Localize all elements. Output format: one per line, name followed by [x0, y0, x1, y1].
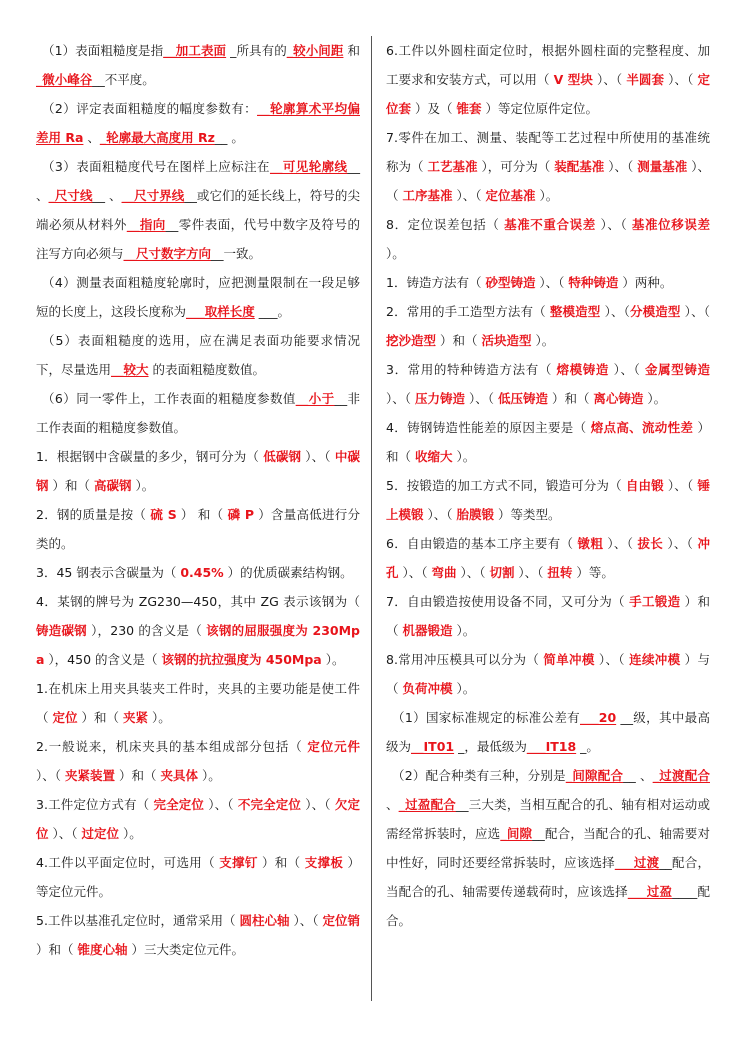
question-text: ）等。 — [572, 565, 614, 580]
question-text: ）、（ — [604, 159, 638, 174]
question-text: 3．常用的特种铸造方法有（ — [386, 362, 557, 377]
question-text: ）和（ — [115, 768, 161, 783]
left-paragraph-12 — [36, 790, 360, 848]
question-text: ____配合。 — [386, 884, 710, 928]
question-text: 1．铸造方法有（ — [386, 275, 486, 290]
answer-text: ___过渡 — [614, 855, 660, 870]
question-text: ）、（ — [514, 565, 548, 580]
question-text: ）。 — [118, 826, 142, 841]
question-text: 8.常用冲压模具可以分为（ — [386, 652, 544, 667]
left-paragraph-2 — [36, 152, 360, 268]
question-text: ）等类型。 — [493, 507, 561, 522]
left-paragraph-9 — [36, 587, 360, 674]
question-text: 8．定位误差包括（ — [386, 217, 505, 232]
answer-text: 切割 — [489, 565, 515, 580]
question-text: ）、（ — [609, 362, 646, 377]
answer-text: 扭转 — [547, 565, 573, 580]
question-text: 1.在机床上用夹具装夹工件时，夹具的主要功能是使工件（ — [36, 681, 360, 725]
answer-text: __小于 — [295, 391, 335, 406]
answer-text: 机器锻造 — [402, 623, 453, 638]
question-text: __级，其中最高级为 — [386, 710, 710, 754]
right-paragraph-1 — [386, 123, 710, 210]
answer-text: _过盈配合 — [398, 797, 457, 812]
answer-text: V 型块 — [553, 72, 593, 87]
question-text: ） 和（ — [176, 507, 228, 522]
left-paragraph-3 — [36, 268, 360, 326]
answer-text: 磷 P — [227, 507, 255, 522]
question-text: ）和（ — [436, 333, 482, 348]
answer-text: 金属型铸造 — [645, 362, 710, 377]
question-text: __ 。 — [214, 130, 244, 145]
left-paragraph-4 — [36, 326, 360, 384]
answer-text: 铸造碳钢 — [36, 623, 87, 638]
left-paragraph-5 — [36, 384, 360, 442]
answer-text: 该钢的抗拉强度为 450Mpa — [161, 652, 322, 667]
answer-text: 定位元件 — [307, 739, 360, 754]
question-text: 3.工件定位方式有（ — [36, 797, 154, 812]
question-text: ）与（ — [386, 652, 710, 696]
right-paragraph-8 — [386, 529, 710, 587]
question-text: ）、（ — [592, 72, 627, 87]
answer-text: ___取样长度 — [186, 304, 255, 319]
question-text: （1）表面粗糙度是指 — [42, 43, 164, 58]
answer-text: 高碳钢 — [93, 478, 132, 493]
question-text: ）。 — [452, 681, 476, 696]
question-text: __ 、 — [623, 768, 653, 783]
right-paragraph-5 — [386, 355, 710, 413]
question-text: ）的优质碳素结构钢。 — [223, 565, 353, 580]
question-text: ___。 — [254, 304, 291, 319]
question-text: ）、（ — [456, 565, 490, 580]
answer-text: _微小峰谷 — [36, 72, 93, 87]
answer-text: 不完全定位 — [237, 797, 302, 812]
answer-text: 0.45% — [180, 565, 224, 580]
question-text: ）、（ — [386, 159, 710, 203]
answer-text: 定位基准 — [485, 188, 536, 203]
question-text: （2）配合种类有三种，分别是 — [392, 768, 566, 783]
answer-text: 收缩大 — [414, 449, 453, 464]
answer-text: 镦粗 — [577, 536, 604, 551]
answer-text: ___过盈 — [627, 884, 673, 899]
question-text: 2．钢的质量是按（ — [36, 507, 151, 522]
question-text: ）、（ — [452, 188, 486, 203]
answer-text: _过渡配合 — [652, 768, 710, 783]
answer-text: _尺寸线 — [48, 188, 93, 203]
question-text: ）、（ — [664, 72, 698, 87]
answer-text: 夹具体 — [160, 768, 198, 783]
answer-text: 硫 S — [150, 507, 177, 522]
question-text: ）、（ — [289, 913, 323, 928]
left-paragraph-11 — [36, 732, 360, 790]
answer-text: 连续冲模 — [629, 652, 681, 667]
answer-text: __尺寸数字方向 — [123, 246, 212, 261]
left-column — [36, 36, 360, 964]
answer-text: 圆柱心轴 — [239, 913, 290, 928]
question-text: 、 — [386, 797, 399, 812]
question-text: __非工作表面的粗糙度参数值。 — [36, 391, 360, 435]
question-text: __ 、 — [92, 188, 122, 203]
left-paragraph-13 — [36, 848, 360, 906]
answer-text: 特种铸造 — [568, 275, 619, 290]
answer-text: 定位 — [52, 710, 78, 725]
question-text: __配合，当配合的孔、轴需要传递载荷时，应该选择 — [386, 855, 710, 899]
answer-text: 熔点高、流动性差 — [590, 420, 694, 435]
question-text: ）和（ — [77, 710, 123, 725]
answer-text: 冲孔 — [386, 536, 710, 580]
question-text: ）、（ — [594, 652, 630, 667]
question-text: 5．按锻造的加工方式不同，锻造可分为（ — [386, 478, 626, 493]
answer-text: 该钢的屈服强度为 230Mpa — [36, 623, 360, 667]
answer-text: 整模造型 — [549, 304, 601, 319]
question-text: ）、（ — [423, 507, 457, 522]
answer-text: _较小间距 — [286, 43, 344, 58]
question-text: ）含量高低进行分类的。 — [36, 507, 360, 551]
answer-text: 分模造型 — [630, 304, 681, 319]
answer-text: 低压铸造 — [497, 391, 548, 406]
answer-text: 中碳钢 — [36, 449, 360, 493]
question-text: 4．铸钢铸造性能差的原因主要是（ — [386, 420, 591, 435]
question-text: 2.一般说来，机床夹具的基本组成部分包括（ — [36, 739, 308, 754]
question-text: __ 、 — [36, 159, 360, 203]
answer-text: ___IT18 — [526, 739, 577, 754]
answer-text: 活块造型 — [481, 333, 532, 348]
question-text: 1．根据钢中含碳量的多少，钢可分为（ — [36, 449, 264, 464]
question-text: ）、（ — [535, 275, 569, 290]
answer-text: 半圆套 — [626, 72, 665, 87]
left-paragraph-10 — [36, 674, 360, 732]
question-text: 3．45 钢表示含碳量为（ — [36, 565, 181, 580]
question-text: ）和（ — [36, 942, 78, 957]
column-divider — [371, 36, 372, 1001]
question-text: 、 — [83, 130, 100, 145]
answer-text: 夹紧 — [122, 710, 148, 725]
question-text: ）。 — [147, 710, 171, 725]
answer-text: __加工表面 — [163, 43, 227, 58]
answer-text: 欠定位 — [36, 797, 360, 841]
answer-text: 砂型铸造 — [485, 275, 536, 290]
answer-text: 胎膜锻 — [456, 507, 494, 522]
right-paragraph-9 — [386, 587, 710, 645]
answer-text: 定位套 — [386, 72, 710, 116]
answer-text: 弯曲 — [431, 565, 457, 580]
answer-text: 支撑钉 — [219, 855, 258, 870]
right-paragraph-10 — [386, 645, 710, 703]
right-paragraph-12 — [386, 761, 710, 935]
answer-text: 锤上模锻 — [386, 478, 710, 522]
answer-text: _轮廓最大高度用 Rz — [99, 130, 215, 145]
answer-text: 简单冲模 — [543, 652, 595, 667]
question-text: ）和（ — [386, 594, 710, 638]
answer-text: 装配基准 — [554, 159, 605, 174]
answer-text: 测量基准 — [637, 159, 688, 174]
question-text: （3）表面粗糙度代号在图样上应标注在 — [42, 159, 270, 174]
left-paragraph-6 — [36, 442, 360, 500]
question-text: ）、（ — [663, 536, 698, 551]
question-text: ）。 — [386, 246, 405, 261]
answer-text: _间隙 — [500, 826, 533, 841]
answer-text: 工艺基准 — [427, 159, 478, 174]
left-paragraph-1 — [36, 94, 360, 152]
question-text: ）、（ — [603, 536, 638, 551]
question-text: ）。 — [452, 449, 476, 464]
question-text: ）。 — [197, 768, 221, 783]
question-text: ）、（ — [301, 797, 335, 812]
question-text: （5）表面粗糙度的选用，应在满足表面功能要求情况下，尽量选用 — [36, 333, 360, 377]
document-page — [36, 36, 716, 1006]
answer-text: 手工锻造 — [629, 594, 681, 609]
question-text: （2）评定表面粗糙度的幅度参数有： — [42, 101, 258, 116]
question-text: （4）测量表面粗糙度轮廓时，应把测量限制在一段足够短的长度上，这段长度称为 — [36, 275, 360, 319]
answer-text: 支撑板 — [304, 855, 344, 870]
question-text: ）。 — [535, 188, 559, 203]
question-text: ）和（ — [257, 855, 305, 870]
answer-text: __轮廓算术平均偏差用 Ra — [36, 101, 360, 145]
answer-text: 工序基准 — [402, 188, 453, 203]
answer-text: __IT01 — [411, 739, 455, 754]
question-text: （1）国家标准规定的标准公差有 — [392, 710, 580, 725]
answer-text: 离心铸造 — [593, 391, 644, 406]
right-paragraph-11 — [386, 703, 710, 761]
answer-text: 锥套 — [456, 101, 482, 116]
left-paragraph-7 — [36, 500, 360, 558]
answer-text: 夹紧装置 — [64, 768, 115, 783]
answer-text: _间隙配合 — [565, 768, 624, 783]
question-text: __或它们的延长线上，符号的尖端必须从材料外 — [36, 188, 360, 232]
right-paragraph-0 — [386, 36, 710, 123]
question-text: 2．常用的手工造型方法有（ — [386, 304, 550, 319]
question-text: __不平度。 — [92, 72, 155, 87]
answer-text: 过定位 — [81, 826, 119, 841]
question-text: 6.工件以外圆柱面定位时，根据外圆柱面的完整程度、加工要求和安装方式，可以用（ — [386, 43, 710, 87]
question-text: ），450 的含义是（ — [44, 652, 162, 667]
right-column — [386, 36, 710, 935]
answer-text: 负荷冲模 — [402, 681, 453, 696]
question-text: ）。 — [452, 623, 476, 638]
answer-text: 低碳钢 — [263, 449, 302, 464]
answer-text: 锥度心轴 — [77, 942, 128, 957]
question-text: ）等定位元件。 — [36, 855, 360, 899]
question-text: _所具有的 — [226, 43, 287, 58]
right-paragraph-2 — [386, 210, 710, 268]
question-text: 4.工件以平面定位时，可选用（ — [36, 855, 220, 870]
question-text: ）和（ — [48, 478, 94, 493]
answer-text: __较大 — [111, 362, 149, 377]
question-text: ）、（ — [595, 217, 632, 232]
right-paragraph-7 — [386, 471, 710, 529]
question-text: ）。 — [643, 391, 667, 406]
question-text: 5.工件以基准孔定位时，通常采用（ — [36, 913, 240, 928]
question-text: ）、（ — [680, 304, 710, 319]
question-text: __配合，当配合的孔、轴需要对中性好，同时还要经常拆装时，应该选择 — [386, 826, 710, 870]
answer-text: 挖沙造型 — [386, 333, 437, 348]
question-text: ），可分为（ — [477, 159, 555, 174]
answer-text: 压力铸造 — [414, 391, 465, 406]
question-text: ）、（ — [663, 478, 698, 493]
right-paragraph-3 — [386, 268, 710, 297]
answer-text: 完全定位 — [153, 797, 205, 812]
answer-text: __尺寸界线 — [121, 188, 185, 203]
question-text: ）、（ — [301, 449, 335, 464]
question-text: ）等定位原件定位。 — [481, 101, 598, 116]
question-text: ）及（ — [411, 101, 457, 116]
right-paragraph-6 — [386, 413, 710, 471]
question-text: __零件表面，代号中数字及符号的注写方向必须与 — [36, 217, 360, 261]
question-text: ）。 — [131, 478, 155, 493]
answer-text: 熔模铸造 — [556, 362, 609, 377]
left-paragraph-14 — [36, 906, 360, 964]
question-text: ）、（ — [398, 565, 432, 580]
question-text: __一致。 — [211, 246, 262, 261]
question-text: ）、（ — [204, 797, 238, 812]
question-text: ）。 — [531, 333, 555, 348]
answer-text: 基准位移误差 — [631, 217, 710, 232]
answer-text: 拔长 — [637, 536, 664, 551]
answer-text: __可见轮廓线 — [269, 159, 348, 174]
question-text: ）、（ — [386, 391, 415, 406]
right-paragraph-4 — [386, 297, 710, 355]
question-text: 4．某钢的牌号为 ZG230—450，其中 ZG 表示该钢为（ — [36, 594, 360, 609]
question-text: ）、（ — [600, 304, 630, 319]
left-paragraph-0 — [36, 36, 360, 94]
question-text: ）和（ — [386, 420, 710, 464]
answer-text: 定位销 — [322, 913, 360, 928]
question-text: ）。 — [321, 652, 345, 667]
answer-text: 基准不重合误差 — [504, 217, 596, 232]
question-text: ）两种。 — [618, 275, 673, 290]
question-text: （6）同一零件上，工作表面的粗糙度参数值 — [42, 391, 296, 406]
question-text: ）和（ — [547, 391, 594, 406]
question-text: 7．自由锻造按使用设备不同，又可分为（ — [386, 594, 630, 609]
question-text: __三大类，当相互配合的孔、轴有相对运动或需经常拆装时，应选 — [386, 797, 710, 841]
answer-text: __指向 — [126, 217, 166, 232]
question-text: 7.零件在加工、测量、装配等工艺过程中所使用的基准统称为（ — [386, 130, 710, 174]
question-text: _，最低级为 — [454, 739, 527, 754]
question-text: ）、（ — [48, 826, 82, 841]
question-text: ）、（ — [465, 391, 498, 406]
question-text: 和 — [343, 43, 360, 58]
answer-text: ___20 — [580, 710, 617, 725]
answer-text: 自由锻 — [625, 478, 664, 493]
question-text: ），230 的含义是（ — [86, 623, 207, 638]
question-text: ）、（ — [36, 768, 65, 783]
left-paragraph-8 — [36, 558, 360, 587]
question-text: 的表面粗糙度数值。 — [148, 362, 266, 377]
question-text: ）三大类定位元件。 — [127, 942, 244, 957]
question-text: 6．自由锻造的基本工序主要有（ — [386, 536, 578, 551]
question-text: _。 — [576, 739, 599, 754]
